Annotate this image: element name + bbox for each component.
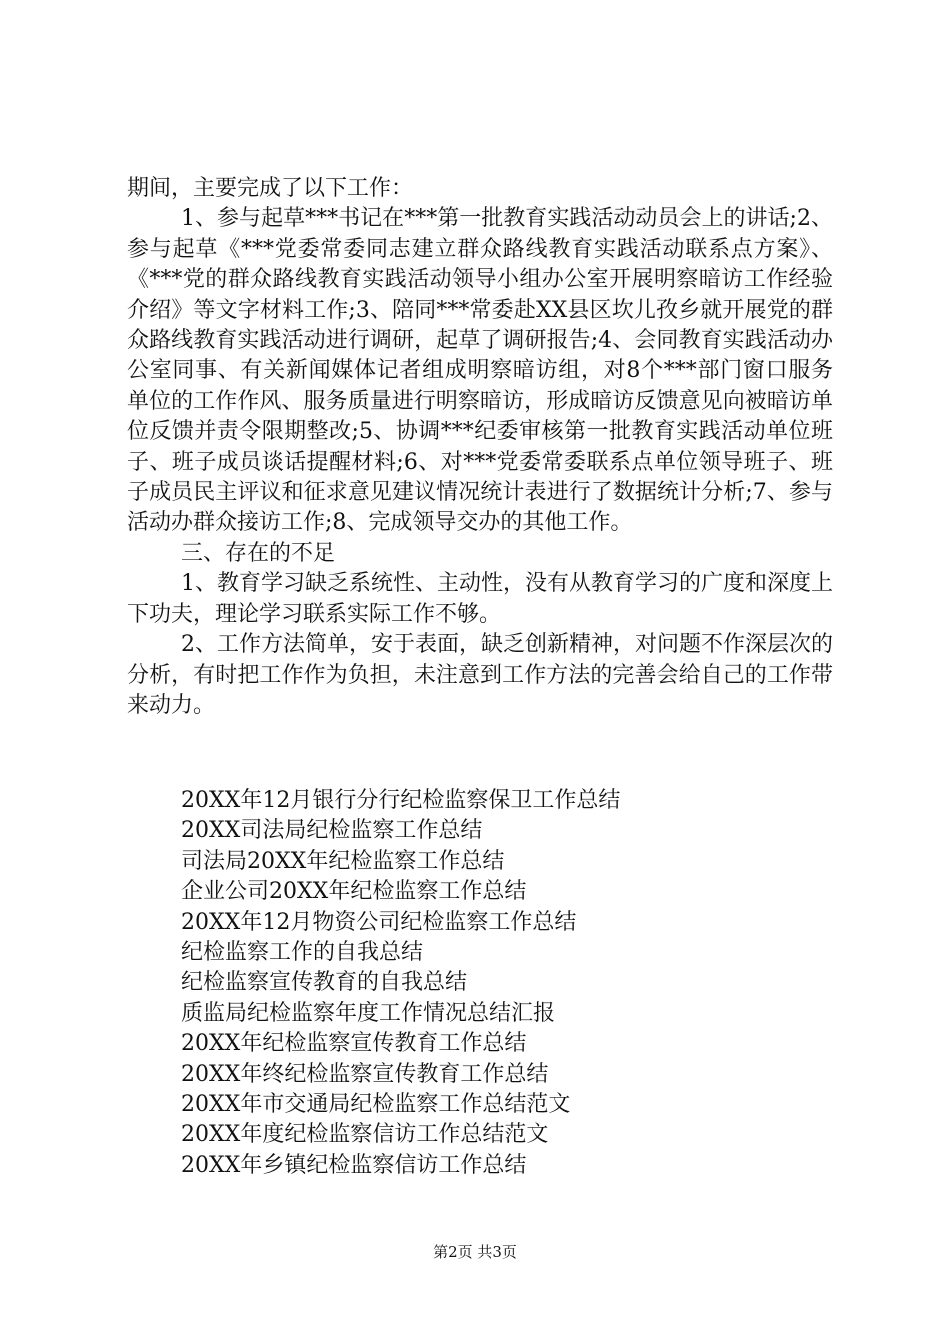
related-article-link[interactable]: 质监局纪检监察年度工作情况总结汇报	[181, 1000, 556, 1026]
related-article-link[interactable]: 20XX年市交通局纪检监察工作总结范文	[181, 1092, 571, 1118]
related-article-link[interactable]: 20XX年终纪检监察宣传教育工作总结	[181, 1061, 549, 1087]
related-article-link[interactable]: 纪检监察工作的自我总结	[181, 940, 424, 966]
related-article-link[interactable]: 20XX年12月银行分行纪检监察保卫工作总结	[181, 788, 621, 813]
related-articles-list	[181, 786, 831, 1181]
page-number-footer: 第2页 共3页	[433, 1243, 517, 1261]
related-article-link[interactable]: 企业公司20XX年纪检监察工作总结	[181, 879, 527, 905]
related-article-link[interactable]: 纪检监察宣传教育的自我总结	[181, 970, 468, 996]
related-article-link[interactable]: 20XX年乡镇纪检监察信访工作总结	[181, 1152, 527, 1178]
body-paragraph: 期间，主要完成了以下工作：	[127, 176, 414, 201]
related-article-link[interactable]: 20XX司法局纪检监察工作总结	[181, 818, 483, 844]
related-article-link[interactable]: 司法局20XX年纪检监察工作总结	[181, 848, 505, 874]
related-article-link[interactable]: 20XX年度纪检监察信访工作总结范文	[181, 1122, 549, 1148]
body-paragraph: 1、参与起草***书记在***第一批教育实践活动动员会上的讲话;2、参与起草《***党委常委同志建立群众路线教育实践活动联系点方案》、《***党的群众路线教育实践活动领导小组办公室开展明察暗访工作经验介绍》等文字材料工作;3、陪同***常委赴XX县区坎儿孜乡就开展党的群众路线教育实践活动进行调研，起草了调研报告;4、会同教育实践活动办公室同事、有关新闻媒体记者组成明察暗访组，对8个***部门窗口服务单位的工作作风、服务质量进行明察暗访，形成暗访反馈意见向被暗访单位反馈并责令限期整改;5、协调***纪委审核第一批教育实践活动单位班子、班子成员谈话提醒材料;6、对***党委常委联系点单位领导班子、班子成员民主评议和征求意见建议情况统计表进行了数据统计分析;7、参与活动办群众接访工作;8、完成领导交办的其他工作。	[127, 206, 833, 536]
related-article-link[interactable]: 20XX年纪检监察宣传教育工作总结	[181, 1031, 527, 1057]
related-article-link[interactable]: 20XX年12月物资公司纪检监察工作总结	[181, 909, 577, 935]
body-paragraph: 1、教育学习缺乏系统性、主动性，没有从教育学习的广度和深度上下功夫，理论学习联系实际工作不够。	[127, 571, 833, 627]
section-heading: 三、存在的不足	[181, 540, 336, 566]
document-body	[127, 174, 833, 721]
body-paragraph: 2、工作方法简单，安于表面，缺乏创新精神，对问题不作深层次的分析，有时把工作作为负担，未注意到工作方法的完善会给自己的工作带来动力。	[127, 632, 833, 718]
